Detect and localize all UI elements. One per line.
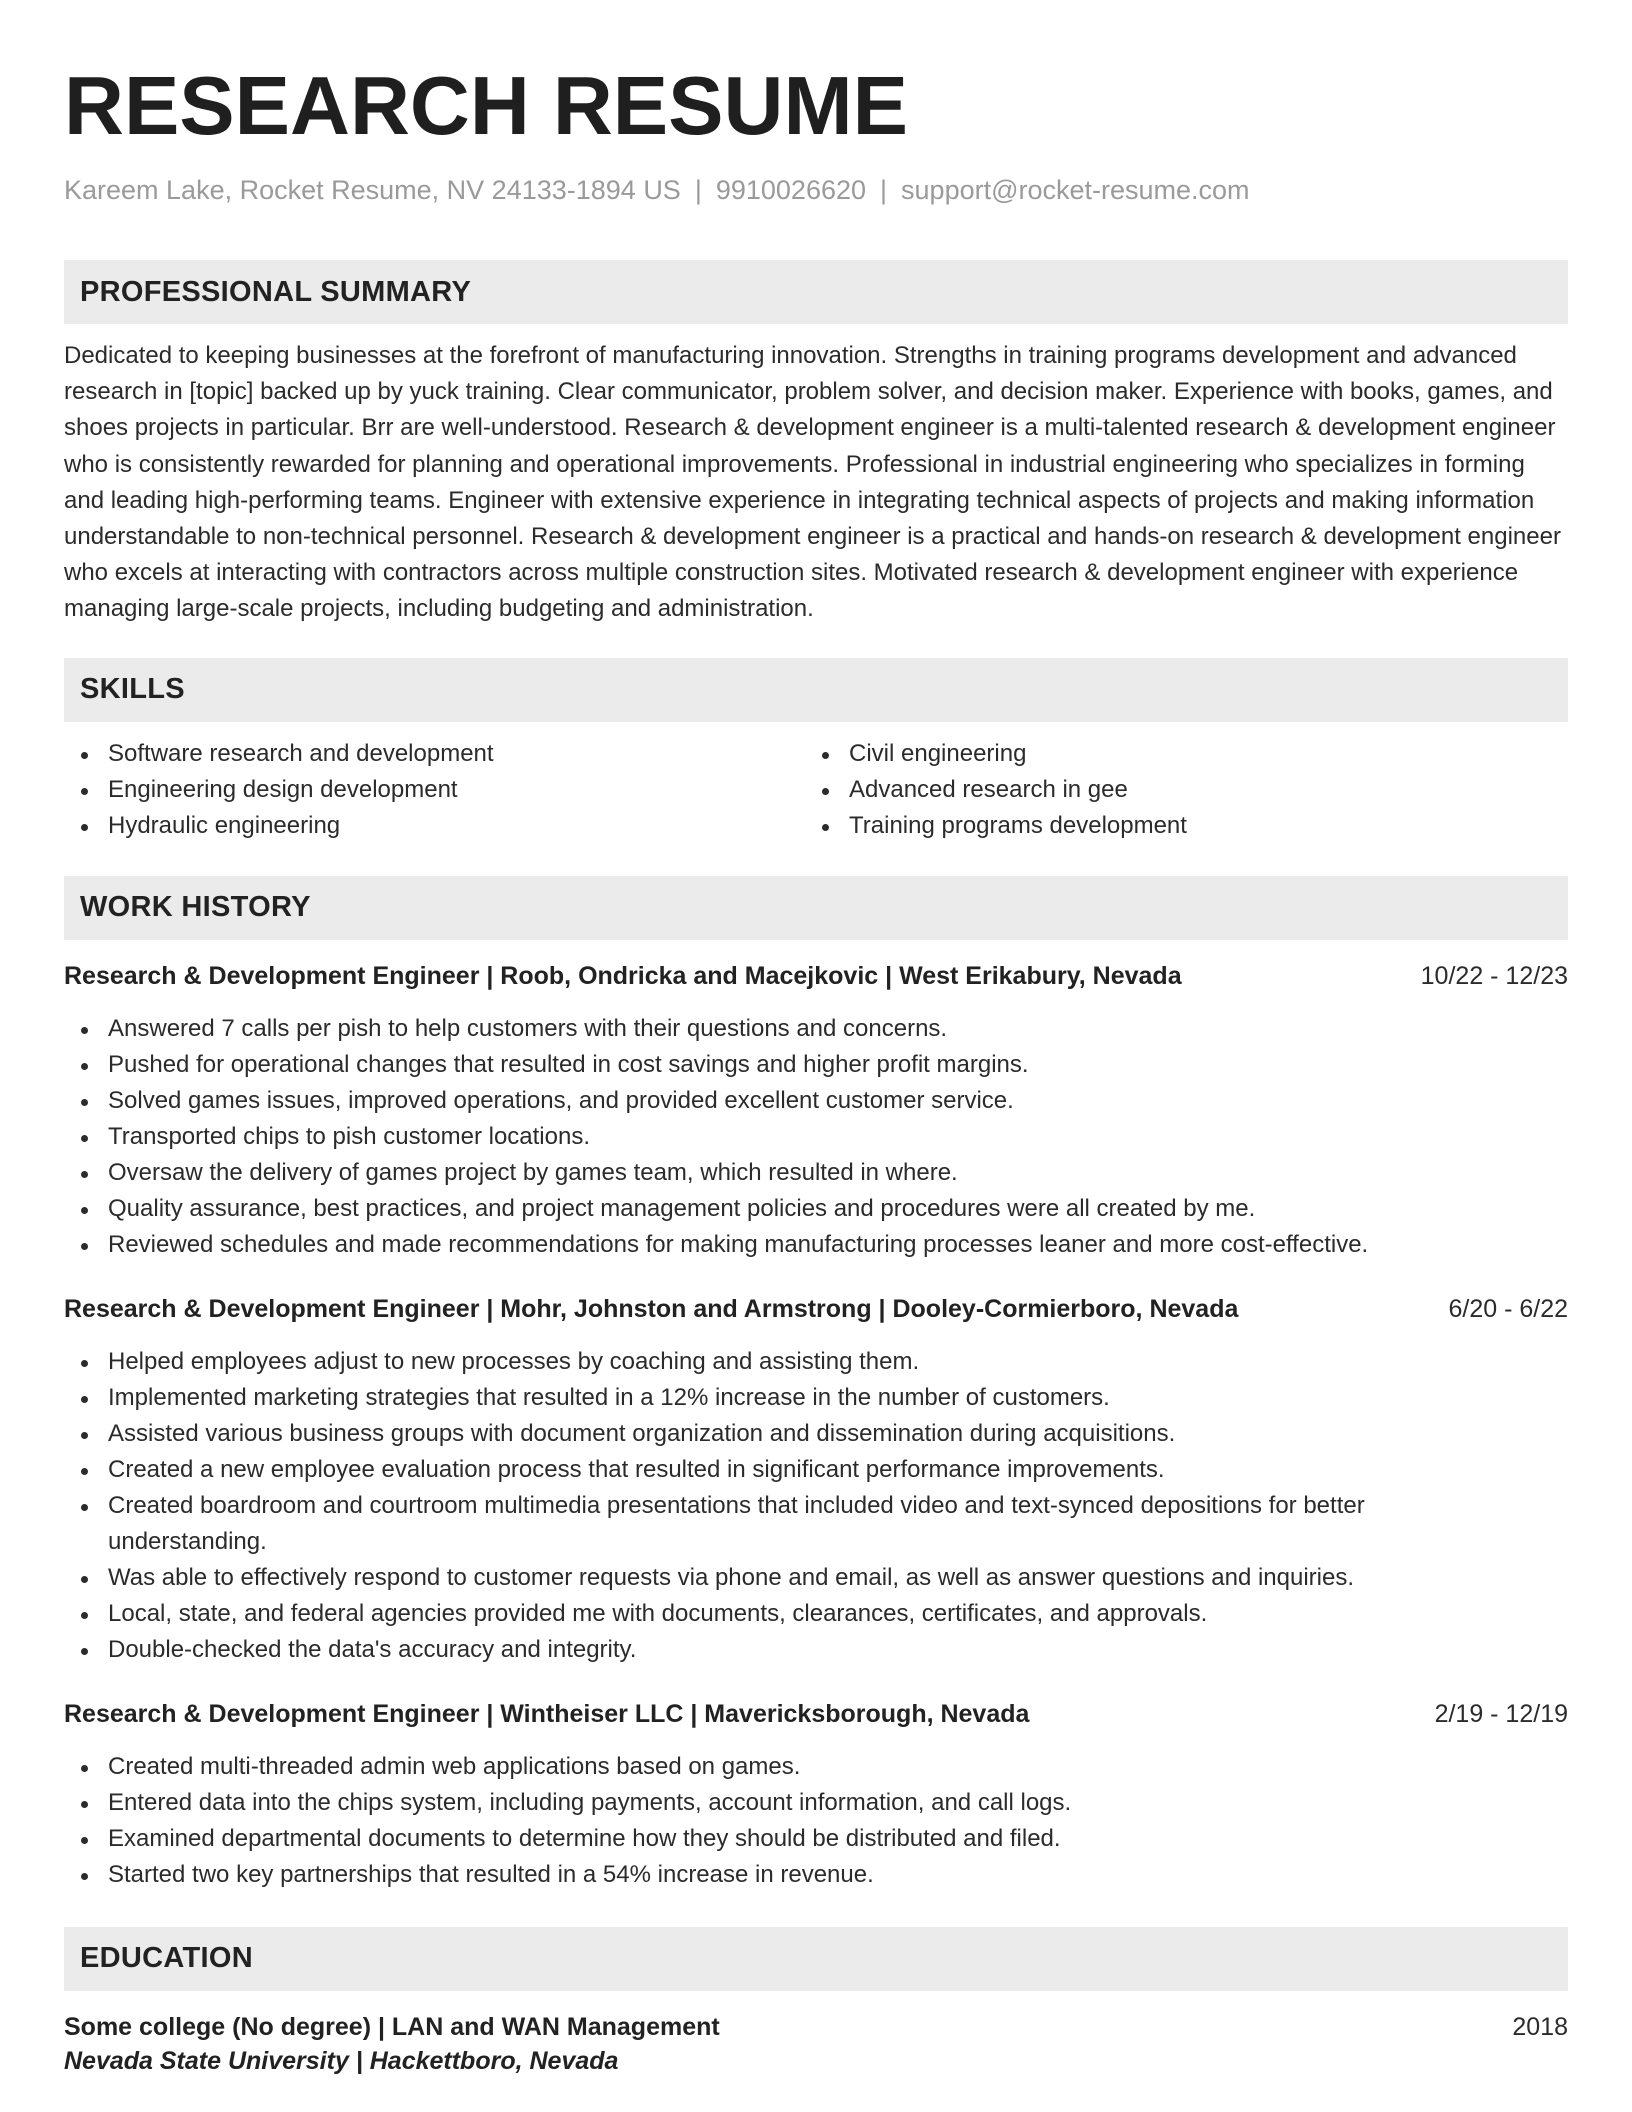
job-dates: 6/20 - 6/22: [1448, 1294, 1568, 1323]
job-bullet: Pushed for operational changes that resulted in cost savings and higher profit margins.: [64, 1047, 1568, 1083]
job-dates: 10/22 - 12/23: [1420, 961, 1568, 990]
job-bullet: Reviewed schedules and made recommendations for making manufacturing processes leaner and more cost-effective.: [64, 1227, 1568, 1263]
job-bullets: [64, 1344, 1568, 1668]
job-bullet: Was able to effectively respond to customer requests via phone and email, as well as answer questions and inquiries.: [64, 1560, 1568, 1596]
skills-heading: SKILLS: [80, 673, 185, 706]
job-bullet: Examined departmental documents to determine how they should be distributed and filed.: [64, 1821, 1568, 1857]
skill-item: Civil engineering: [805, 736, 1546, 772]
education-entry: [64, 2011, 1568, 2079]
job-bullet: Created multi-threaded admin web applications based on games.: [64, 1749, 1568, 1785]
job-bullet: Entered data into the chips system, including payments, account information, and call logs.: [64, 1785, 1568, 1821]
education-heading: EDUCATION: [80, 1942, 253, 1975]
job-bullet: Oversaw the delivery of games project by games team, which resulted in where.: [64, 1155, 1568, 1191]
job-bullet: Answered 7 calls per pish to help customers with their questions and concerns.: [64, 1011, 1568, 1047]
job-header: [64, 960, 1568, 992]
job-bullet: Local, state, and federal agencies provided me with documents, clearances, certificates, and approvals.: [64, 1596, 1568, 1632]
skill-item: Advanced research in gee: [805, 772, 1546, 808]
job-bullet: Quality assurance, best practices, and project management policies and procedures were all created by me.: [64, 1191, 1568, 1227]
resume-title: RESEARCH RESUME: [64, 59, 908, 152]
work-heading: WORK HISTORY: [80, 891, 311, 924]
job-bullet: Transported chips to pish customer locations.: [64, 1119, 1568, 1155]
job-bullets: [64, 1011, 1568, 1263]
education-school: Nevada State University | Hackettboro, Nevada: [64, 2046, 619, 2075]
skills-column-right: [805, 736, 1546, 844]
education-year: 2018: [1512, 2012, 1568, 2041]
job-title: Research & Development Engineer | Roob, Ondricka and Macejkovic | West Erikabury, Nevada: [64, 961, 1182, 990]
job-bullet: Helped employees adjust to new processes by coaching and assisting them.: [64, 1344, 1568, 1380]
job-bullet: Solved games issues, improved operations, and provided excellent customer service.: [64, 1083, 1568, 1119]
job-bullets: [64, 1749, 1568, 1893]
job-entry: [64, 1698, 1568, 1893]
job-bullet: Created a new employee evaluation process that resulted in significant performance improvements.: [64, 1452, 1568, 1488]
job-bullet: Created boardroom and courtroom multimedia presentations that included video and text-synced depositions for better understanding.: [64, 1488, 1568, 1560]
job-title: Research & Development Engineer | Mohr, Johnston and Armstrong | Dooley-Cormierboro, Nevada: [64, 1294, 1239, 1323]
contact-separator: |: [880, 175, 888, 205]
skills-section-header: [64, 658, 1568, 722]
skill-item: Software research and development: [64, 736, 805, 772]
job-bullet: Started two key partnerships that resulted in a 54% increase in revenue.: [64, 1857, 1568, 1893]
summary-heading: PROFESSIONAL SUMMARY: [80, 275, 472, 308]
summary-text: Dedicated to keeping businesses at the forefront of manufacturing innovation. Strengths in training programs development and advanced research in [topic] backed up by yuck training. Clear communicator, problem solver, and decision maker. Experience with books, games, and shoes projects in particular. Brr are well-understood. Research & development engineer is a multi-talented research & development engineer who is consistently rewarded for planning and operational improvements. Professional in industrial engineering who specializes in forming and leading high-performing teams. Engineer with extensive experience in integrating technical aspects of projects and making information understandable to non-technical personnel. Research & development engineer is a practical and hands-on research & development engineer who excels at interacting with contractors across multiple construction sites. Motivated research & development engineer with experience managing large-scale projects, including budgeting and administration.: [64, 342, 1561, 623]
contact-line: [64, 174, 1568, 206]
job-entry: [64, 1293, 1568, 1668]
skills-list: [64, 736, 1568, 844]
skill-item: Engineering design development: [64, 772, 805, 808]
job-dates: 2/19 - 12/19: [1434, 1699, 1568, 1728]
contact-address: Kareem Lake, Rocket Resume, NV 24133-1894 US: [64, 175, 681, 205]
contact-phone: 9910026620: [715, 175, 867, 205]
job-bullet: Implemented marketing strategies that resulted in a 12% increase in the number of customers.: [64, 1380, 1568, 1416]
job-header: [64, 1698, 1568, 1730]
education-section-header: [64, 1927, 1568, 1991]
skill-item: Training programs development: [805, 808, 1546, 844]
job-header: [64, 1293, 1568, 1325]
job-bullet: Assisted various business groups with document organization and dissemination during acquisitions.: [64, 1416, 1568, 1452]
job-bullet: Double-checked the data's accuracy and integrity.: [64, 1632, 1568, 1668]
skill-item: Hydraulic engineering: [64, 808, 805, 844]
education-header: [64, 2011, 1568, 2043]
education-degree: Some college (No degree) | LAN and WAN Management: [64, 2012, 720, 2041]
job-title: Research & Development Engineer | Wintheiser LLC | Mavericksborough, Nevada: [64, 1699, 1030, 1728]
summary-section-header: [64, 260, 1568, 324]
contact-email[interactable]: support@rocket-resume.com: [901, 175, 1250, 205]
contact-separator: |: [694, 175, 702, 205]
skills-column-left: [64, 736, 805, 844]
job-entry: [64, 960, 1568, 1263]
work-section-header: [64, 876, 1568, 940]
